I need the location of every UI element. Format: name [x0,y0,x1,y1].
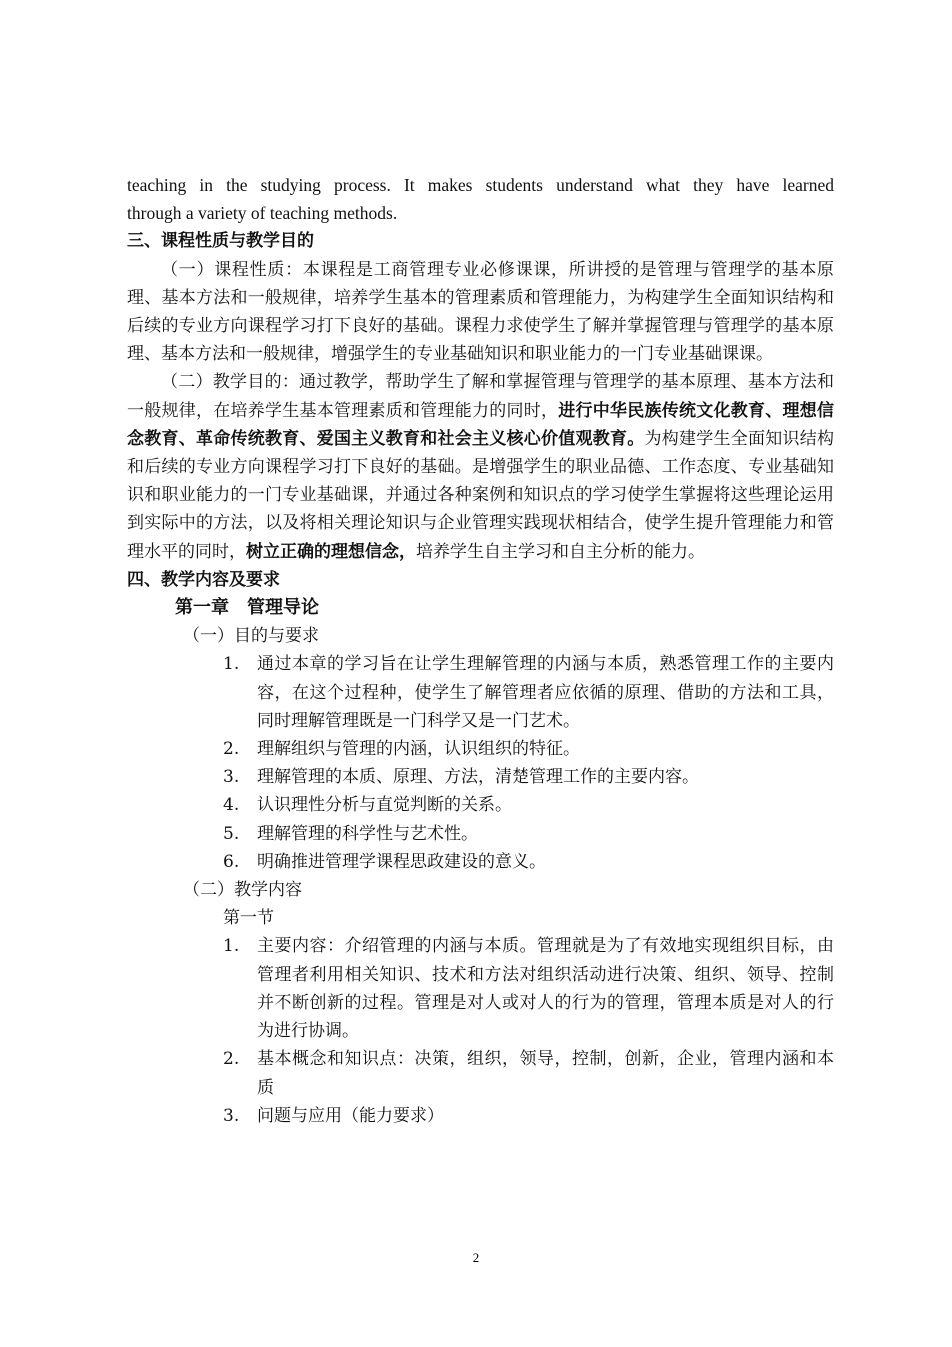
purpose-text-b: 为构建学生全面知识结构和后续的专业方向课程学习打下良好的基础。是增强学生的职业品德、工作态度、专业基础知识和职业能力的一门专业基础课，并通过各种案例和知识点的学习使学生掌握将这些理论运用到实际中的方法，以及将相关理论知识与企业管理实践现状相结合，使学生提升管理能力和管理水平的同时， [127,428,834,562]
purpose-bold-a: 进行中华民族传统文化教育、理想信念教育、革命传统教育、爱国主义教育和社会主义核心价值观教育。 [127,400,834,449]
chapter-title: 管理导论 [247,597,319,619]
document-page [127,171,834,1130]
list-item: 4. 认识理性分析与直觉判断的关系。 [223,795,512,816]
list-item: 2. 理解组织与管理的内涵，认识组织的特征。 [223,739,580,760]
purpose-bold-b: 树立正确的理想信念， [246,541,416,562]
list-item: 1. 通过本章的学习旨在让学生理解管理的内涵与本质，熟悉管理工作的主要内容，在这个过程种，使学生了解管理者应依循的原理、借助的方法和工具，同时理解管理既是一门科学又是一门艺术。 [223,654,834,731]
part-1-list [127,650,834,876]
course-nature-paragraph: （一）课程性质：本课程是工商管理专业必修课课，所讲授的是管理与管理学的基本原理、基本方法和一般规律，培养学生基本的管理素质和管理能力，为构建学生全面知识结构和后续的专业方向课程学习打下良好的基础。课程力求使学生了解并掌握管理与管理学的基本原理、基本方法和一般规律，增强学生的专业基础知识和职业能力的一门专业基础课课。 [127,259,834,365]
part-1-title: （一）目的与要求 [183,626,319,647]
chapter-heading [127,594,834,622]
list-item: 5. 理解管理的科学性与艺术性。 [223,823,478,844]
teaching-purpose-paragraph [127,368,834,565]
list-item: 3. 问题与应用（能力要求） [223,1105,444,1126]
intro-line-1: teaching in the studying process. It makes students understand what they have learned [127,175,834,195]
section-4-heading: 四、教学内容及要求 [127,569,280,590]
list-item: 1. 主要内容：介绍管理的内涵与本质。管理就是为了有效地实现组织目标，由管理者利用相关知识、技术和方法对组织活动进行决策、组织、领导、控制并不断创新的过程。管理是对人或对人的行为的管理，管理本质是对人的行为进行协调。 [223,936,834,1042]
list-item: 3. 理解管理的本质、原理、方法，清楚管理工作的主要内容。 [223,767,699,788]
list-item: 2. 基本概念和知识点：决策，组织，领导，控制，创新，企业，管理内涵和本质 [223,1049,834,1098]
part-2-title: （二）教学内容 [183,880,302,901]
part-2-list [127,932,834,1129]
page-number: 2 [472,1250,480,1265]
section-3-heading: 三、课程性质与教学目的 [127,231,314,252]
purpose-text-c: 培养学生自主学习和自主分析的能力。 [416,541,705,562]
purpose-text-a: （二）教学目的：通过教学，帮助学生了解和掌握管理与管理学的基本原理、基本方法和一般规律，在培养学生基本管理素质和管理能力的同时， [127,372,834,421]
chapter-number: 第一章 [175,597,229,619]
section-label: 第一节 [223,908,274,929]
intro-line-2: through a variety of teaching methods. [127,203,398,224]
list-item: 6. 明确推进管理学课程思政建设的意义。 [223,851,546,872]
